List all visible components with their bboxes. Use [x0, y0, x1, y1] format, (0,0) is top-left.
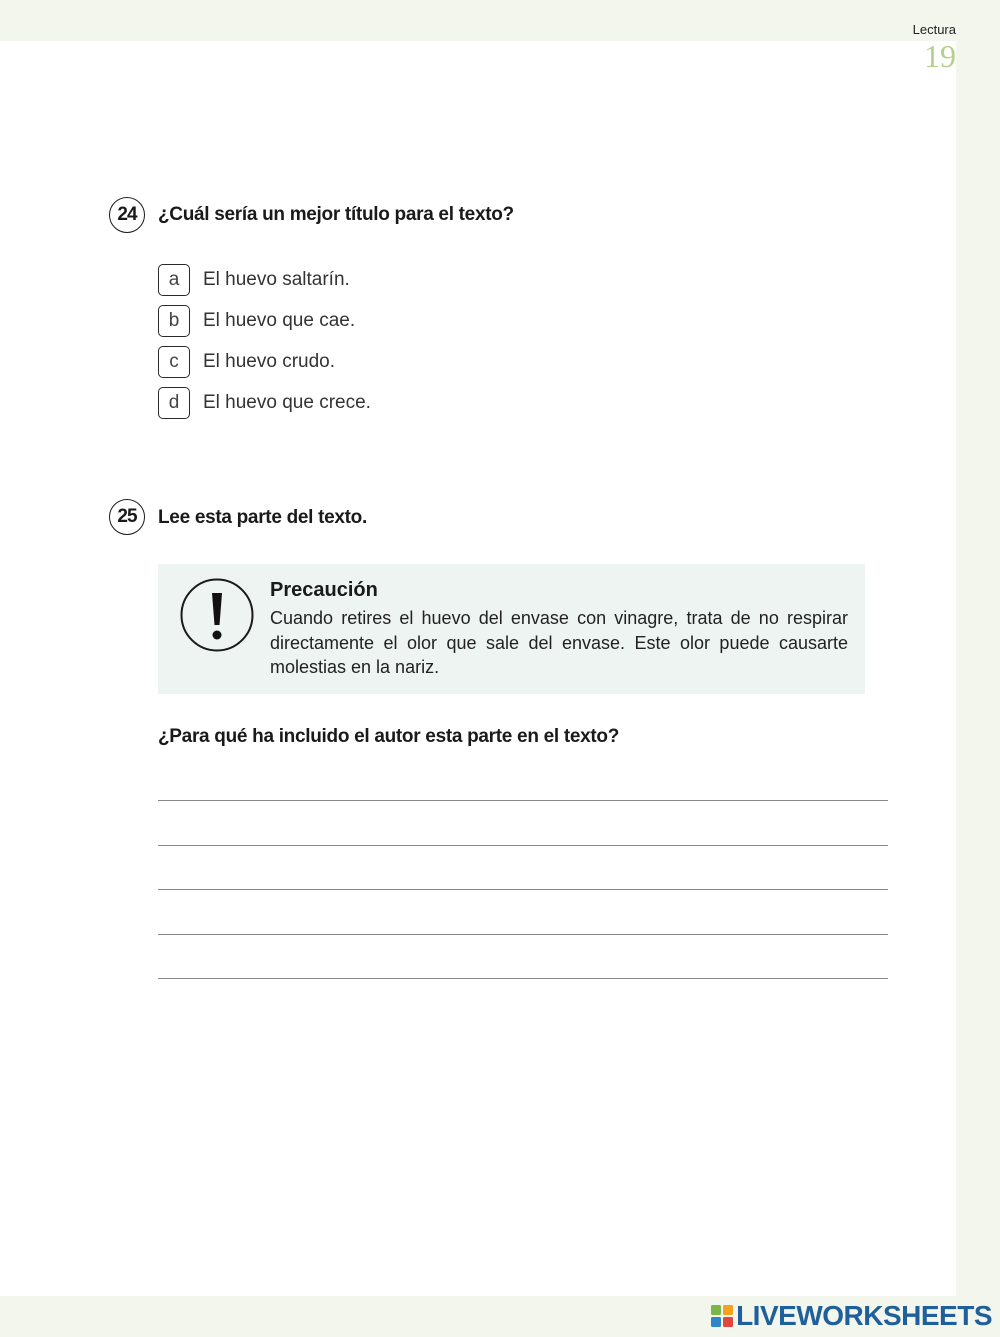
- option-text: El huevo que crece.: [203, 392, 371, 413]
- answer-line[interactable]: [158, 889, 888, 890]
- section-label: Lectura: [912, 22, 956, 37]
- page-number: 19: [924, 38, 956, 74]
- answer-line[interactable]: [158, 800, 888, 801]
- option-d[interactable]: [158, 387, 371, 419]
- caution-callout: [158, 564, 865, 694]
- brand-text: LIVEWORKSHEETS: [736, 1300, 992, 1331]
- question-prompt: ¿Para qué ha incluido el autor esta parte en el texto?: [158, 726, 620, 747]
- question-title: ¿Cuál sería un mejor título para el texto?: [158, 204, 514, 225]
- option-b[interactable]: [158, 305, 355, 337]
- answer-line[interactable]: [158, 845, 888, 846]
- option-letter-box[interactable]: c: [158, 346, 190, 378]
- liveworksheets-brand: [711, 1300, 992, 1332]
- question-number-badge: 25: [109, 499, 145, 535]
- option-letter-box[interactable]: a: [158, 264, 190, 296]
- option-text: El huevo crudo.: [203, 351, 336, 372]
- answer-line[interactable]: [158, 978, 888, 979]
- option-text: El huevo saltarín.: [203, 269, 350, 290]
- top-band: [0, 0, 1000, 41]
- option-text: El huevo que cae.: [203, 310, 356, 331]
- exclamation-circle-icon: [180, 578, 254, 652]
- right-band: [956, 0, 1000, 1337]
- callout-title: Precaución: [270, 579, 378, 601]
- liveworksheets-logo-icon: [711, 1305, 733, 1327]
- question-title: Lee esta parte del texto.: [158, 507, 367, 528]
- option-c[interactable]: [158, 346, 335, 378]
- callout-text: Cuando retires el huevo del envase con vinagre, trata de no respirar directamente el olor que sale del envase. Este olor puede causarte molestias en la nariz.: [270, 608, 848, 677]
- question-number-badge: 24: [109, 197, 145, 233]
- answer-line[interactable]: [158, 934, 888, 935]
- option-a[interactable]: [158, 264, 350, 296]
- option-letter-box[interactable]: d: [158, 387, 190, 419]
- option-letter-box[interactable]: b: [158, 305, 190, 337]
